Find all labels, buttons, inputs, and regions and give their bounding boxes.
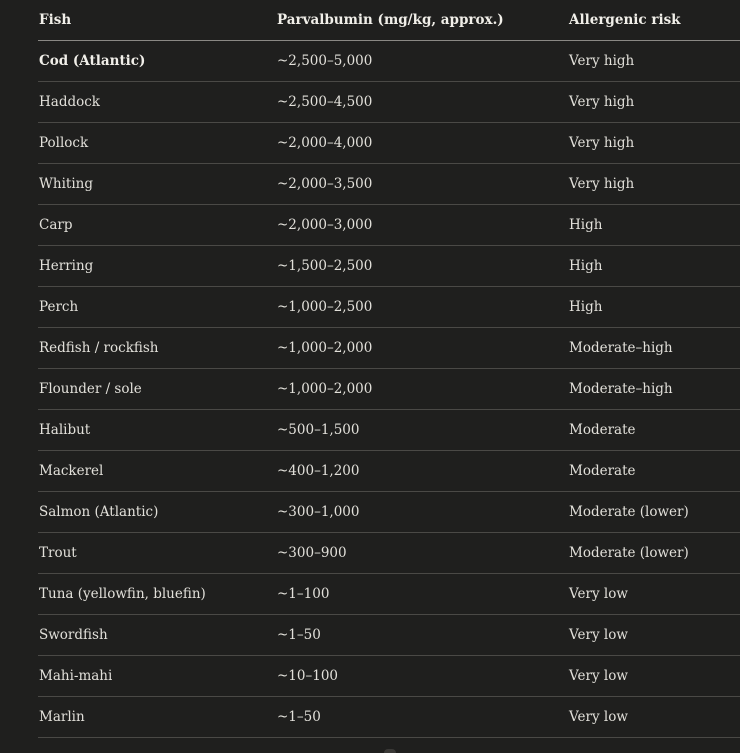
table-row [38, 697, 740, 738]
table-row [38, 492, 740, 533]
header-allergenic-risk: Allergenic risk [568, 0, 740, 41]
cell-parvalbumin: ~1–50 [276, 697, 568, 738]
cell-fish: Marlin [38, 697, 276, 738]
cell-parvalbumin: ~1,000–2,500 [276, 287, 568, 328]
table-row [38, 533, 740, 574]
cell-fish: Tuna (yellowfin, bluefin) [38, 574, 276, 615]
table-body [38, 41, 740, 738]
table-row [38, 410, 740, 451]
table-row [38, 41, 740, 82]
cell-fish: Carp [38, 205, 276, 246]
table-row [38, 123, 740, 164]
cell-parvalbumin: ~10–100 [276, 656, 568, 697]
cell-fish: Trout [38, 533, 276, 574]
cell-allergenic-risk: Moderate (lower) [568, 492, 740, 533]
cell-allergenic-risk: Very low [568, 574, 740, 615]
table-header [38, 0, 740, 41]
cell-allergenic-risk: Very high [568, 41, 740, 82]
fish-parvalbumin-table-container [38, 0, 740, 738]
cell-parvalbumin: ~2,500–5,000 [276, 41, 568, 82]
cell-parvalbumin: ~500–1,500 [276, 410, 568, 451]
cell-allergenic-risk: Moderate–high [568, 369, 740, 410]
cell-allergenic-risk: Moderate [568, 410, 740, 451]
cell-fish: Swordfish [38, 615, 276, 656]
cell-parvalbumin: ~2,000–3,500 [276, 164, 568, 205]
cell-parvalbumin: ~2,000–3,000 [276, 205, 568, 246]
cell-fish: Pollock [38, 123, 276, 164]
cell-fish: Whiting [38, 164, 276, 205]
table-row [38, 328, 740, 369]
cell-fish: Mackerel [38, 451, 276, 492]
cell-parvalbumin: ~1,000–2,000 [276, 328, 568, 369]
table-row [38, 451, 740, 492]
cell-fish: Cod (Atlantic) [38, 41, 276, 82]
cell-fish: Herring [38, 246, 276, 287]
cell-fish: Flounder / sole [38, 369, 276, 410]
cell-allergenic-risk: Very high [568, 82, 740, 123]
cell-parvalbumin: ~1–100 [276, 574, 568, 615]
table-row [38, 82, 740, 123]
table-row [38, 246, 740, 287]
cell-allergenic-risk: High [568, 287, 740, 328]
cell-fish: Perch [38, 287, 276, 328]
cell-allergenic-risk: Very high [568, 123, 740, 164]
table-row [38, 574, 740, 615]
cell-fish: Mahi-mahi [38, 656, 276, 697]
scroll-indicator [384, 749, 396, 753]
cell-parvalbumin: ~400–1,200 [276, 451, 568, 492]
cell-allergenic-risk: Moderate [568, 451, 740, 492]
cell-parvalbumin: ~1–50 [276, 615, 568, 656]
cell-parvalbumin: ~1,500–2,500 [276, 246, 568, 287]
header-fish: Fish [38, 0, 276, 41]
cell-fish: Halibut [38, 410, 276, 451]
cell-fish: Salmon (Atlantic) [38, 492, 276, 533]
cell-parvalbumin: ~2,500–4,500 [276, 82, 568, 123]
fish-parvalbumin-table [38, 0, 740, 738]
cell-parvalbumin: ~2,000–4,000 [276, 123, 568, 164]
cell-parvalbumin: ~1,000–2,000 [276, 369, 568, 410]
cell-parvalbumin: ~300–1,000 [276, 492, 568, 533]
cell-allergenic-risk: Moderate (lower) [568, 533, 740, 574]
cell-allergenic-risk: Very low [568, 615, 740, 656]
table-row [38, 369, 740, 410]
cell-parvalbumin: ~300–900 [276, 533, 568, 574]
table-row [38, 287, 740, 328]
table-row [38, 656, 740, 697]
header-row [38, 0, 740, 41]
cell-allergenic-risk: Very low [568, 697, 740, 738]
table-row [38, 615, 740, 656]
cell-allergenic-risk: High [568, 205, 740, 246]
cell-allergenic-risk: Very high [568, 164, 740, 205]
cell-allergenic-risk: High [568, 246, 740, 287]
header-parvalbumin: Parvalbumin (mg/kg, approx.) [276, 0, 568, 41]
cell-fish: Redfish / rockfish [38, 328, 276, 369]
table-row [38, 205, 740, 246]
cell-allergenic-risk: Moderate–high [568, 328, 740, 369]
cell-allergenic-risk: Very low [568, 656, 740, 697]
table-row [38, 164, 740, 205]
cell-fish: Haddock [38, 82, 276, 123]
